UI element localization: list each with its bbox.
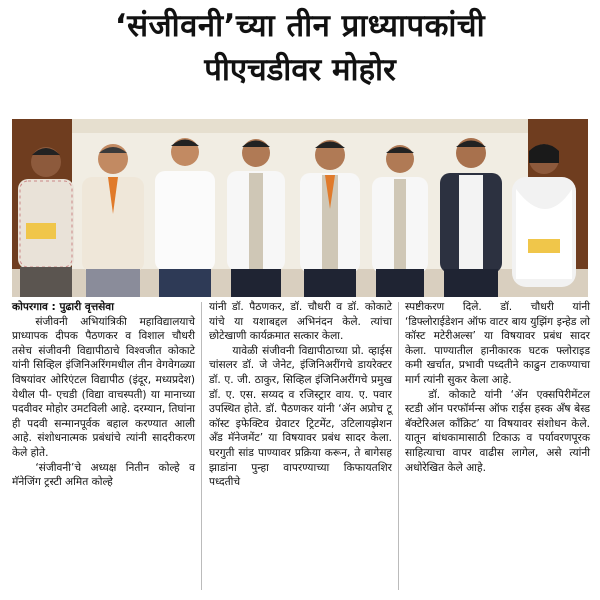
paragraph-5: स्पष्टीकरण दिले. डॉ. चौधरी यांनी ‘डिफ्लोराईडेशन ऑफ वाटर बाय युझिंग इन्हेड लो कॉस्ट मटेरीअल्स’ या विषयावर प्रबंध सादर केला. पाण्यातील हानीकारक घटक फ्लोराइड कमी खर्चात, प्रभावी पध्दतीने काढुन टाकण्याचा मार्ग त्यांनी सुकर केला आहे. — [405, 301, 590, 386]
paragraph-4: यावेळी संजीवनी विद्यापीठाच्या प्रो. व्हाईस चांसलर डॉ. जे जेनेट, इंजिनिअरींगचे डायरेक्टर डॉ. ए. जी. ठाकुर, सिव्हिल इंजिनिअरींगचे प्रमुख डॉ. ए. एस. सय्यद व रजिस्ट्रार वाय. ए. पवार उपस्थित होते. डॉ. पैठणकर यांनी ‘ॲन अप्रोच टू कॉस्ट इफेक्टिव ग्रेवाटर ट्रिटमेंट, उटिलायझेशन अँड मॅनेजमेंट’ या विषयावर प्रबंध सादर केला. घरगुती सांड पाण्यावर प्रक्रिया करून, ते बागेसह झाडांना पुन्हा वापरण्याच्या किफायतशिर पध्दतीचे — [209, 344, 392, 489]
column-divider-2 — [398, 302, 399, 590]
group-photo-illustration — [12, 119, 588, 297]
column-divider-1 — [201, 302, 202, 590]
news-photo — [12, 119, 588, 297]
article-column-1 — [12, 300, 195, 490]
paragraph-3: यांनी डॉ. पैठणकर, डॉ. चौधरी व डॉ. कोकाटे यांचे या यशाबद्दल अभिनंदन केले. त्यांचा छोटेखाणी कार्यक्रमात सत्कार केला. — [209, 301, 392, 343]
paragraph-6: डॉ. कोकाटे यांनी ‘ॲन एक्सपिरीमेंटल स्टडी ऑन परफॉर्मन्स ऑफ राईस हस्क अँष बेस्ड बॅक्टेरिअल कॉंक्रिट’ या विषयावर संशोधन केले. यातून बांधकामासाठी टिकाऊ व पर्यावरणपूरक साहित्याचा वापर वाढीस लागेल, असे त्यांनी अधोरेखित केले आहे. — [405, 388, 590, 474]
article-column-3 — [405, 300, 590, 475]
paragraph-2: ‘संजीवनी’चे अध्यक्ष नितीन कोल्हे व मॅनेजिंग ट्रस्टी अमित कोल्हे — [12, 461, 195, 489]
article-body — [12, 300, 590, 595]
headline-line-2: पीएचडीवर मोहोर — [204, 52, 396, 88]
paragraph-1: संजीवनी अभियांत्रिकी महाविद्यालयाचे प्राध्यापक दीपक पैठणकर व विशाल चौधरी तसेच संजीवनी विद्यापीठाचे विश्वजीत कोकाटे यांनी सिव्हिल इंजिनिअरिंगमधील तीन वेगवेगळ्या विषयांवर ओरिएंटल विद्यापीठ (इंदूर, मध्यप्रदेश) येथील पी- एचडी (विद्या वाचस्पती) या मानाच्या पदवीवर मोहोर उमटविली आहे. दरम्यान, तिघांना ही पदवी सन्मानपूर्वक बहाल करण्यात आली आहे. संशोधनात्मक प्रबंधांचे त्यांनी सादरीकरण केले होते. — [12, 315, 195, 459]
headline — [0, 4, 600, 92]
headline-line-1: ‘संजीवनी’च्या तीन प्राध्यापकांची — [114, 8, 486, 44]
article-column-2 — [209, 300, 392, 490]
dateline: कोपरगाव : पुढारी वृत्तसेवा — [12, 301, 114, 313]
